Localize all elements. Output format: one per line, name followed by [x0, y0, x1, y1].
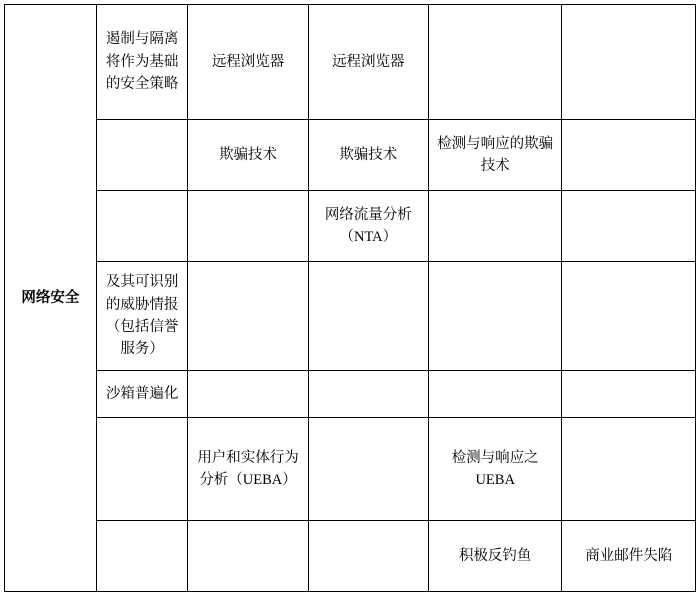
document-page: [0, 4, 700, 564]
table-cell: 积极反钓鱼: [428, 521, 562, 592]
table-cell: 远程浏览器: [188, 5, 308, 120]
table-cell: [562, 371, 696, 418]
table-cell: [188, 262, 308, 371]
table-cell: 检测与响应的欺骗技术: [428, 120, 562, 191]
table-cell: [96, 120, 188, 191]
table-cell: [96, 191, 188, 262]
table-cell: [428, 191, 562, 262]
table-cell: [428, 371, 562, 418]
table-cell: [428, 5, 562, 120]
table-cell: 及其可识别的威胁情报（包括信誉服务）: [96, 262, 188, 371]
table-row: [5, 5, 696, 120]
table-cell: 欺骗技术: [308, 120, 428, 191]
table-cell: [308, 521, 428, 592]
table-cell: 遏制与隔离将作为基础的安全策略: [96, 5, 188, 120]
table-cell: 远程浏览器: [308, 5, 428, 120]
table-cell: [188, 521, 308, 592]
table-row: [5, 191, 696, 262]
table-cell: 用户和实体行为分析（UEBA）: [188, 418, 308, 521]
table-cell: [188, 191, 308, 262]
table-cell: [562, 418, 696, 521]
table-cell: [188, 371, 308, 418]
table-row: [5, 418, 696, 521]
table-cell: [96, 521, 188, 592]
table-cell: [562, 5, 696, 120]
table-cell: 沙箱普遍化: [96, 371, 188, 418]
table-row: [5, 120, 696, 191]
row-header-network-security: 网络安全: [5, 5, 97, 592]
security-matrix-table: [4, 4, 696, 592]
table-cell: [308, 371, 428, 418]
table-row: [5, 262, 696, 371]
table-cell: 商业邮件失陷: [562, 521, 696, 592]
table-cell: 欺骗技术: [188, 120, 308, 191]
table-cell: [562, 120, 696, 191]
table-row: [5, 521, 696, 592]
table-cell: 检测与响应之UEBA: [428, 418, 562, 521]
table-cell: [562, 262, 696, 371]
table-cell: [308, 418, 428, 521]
table-cell: [562, 191, 696, 262]
table-cell: [96, 418, 188, 521]
table-row: [5, 371, 696, 418]
table-cell: [308, 262, 428, 371]
table-cell: 网络流量分析（NTA）: [308, 191, 428, 262]
table-cell: [428, 262, 562, 371]
